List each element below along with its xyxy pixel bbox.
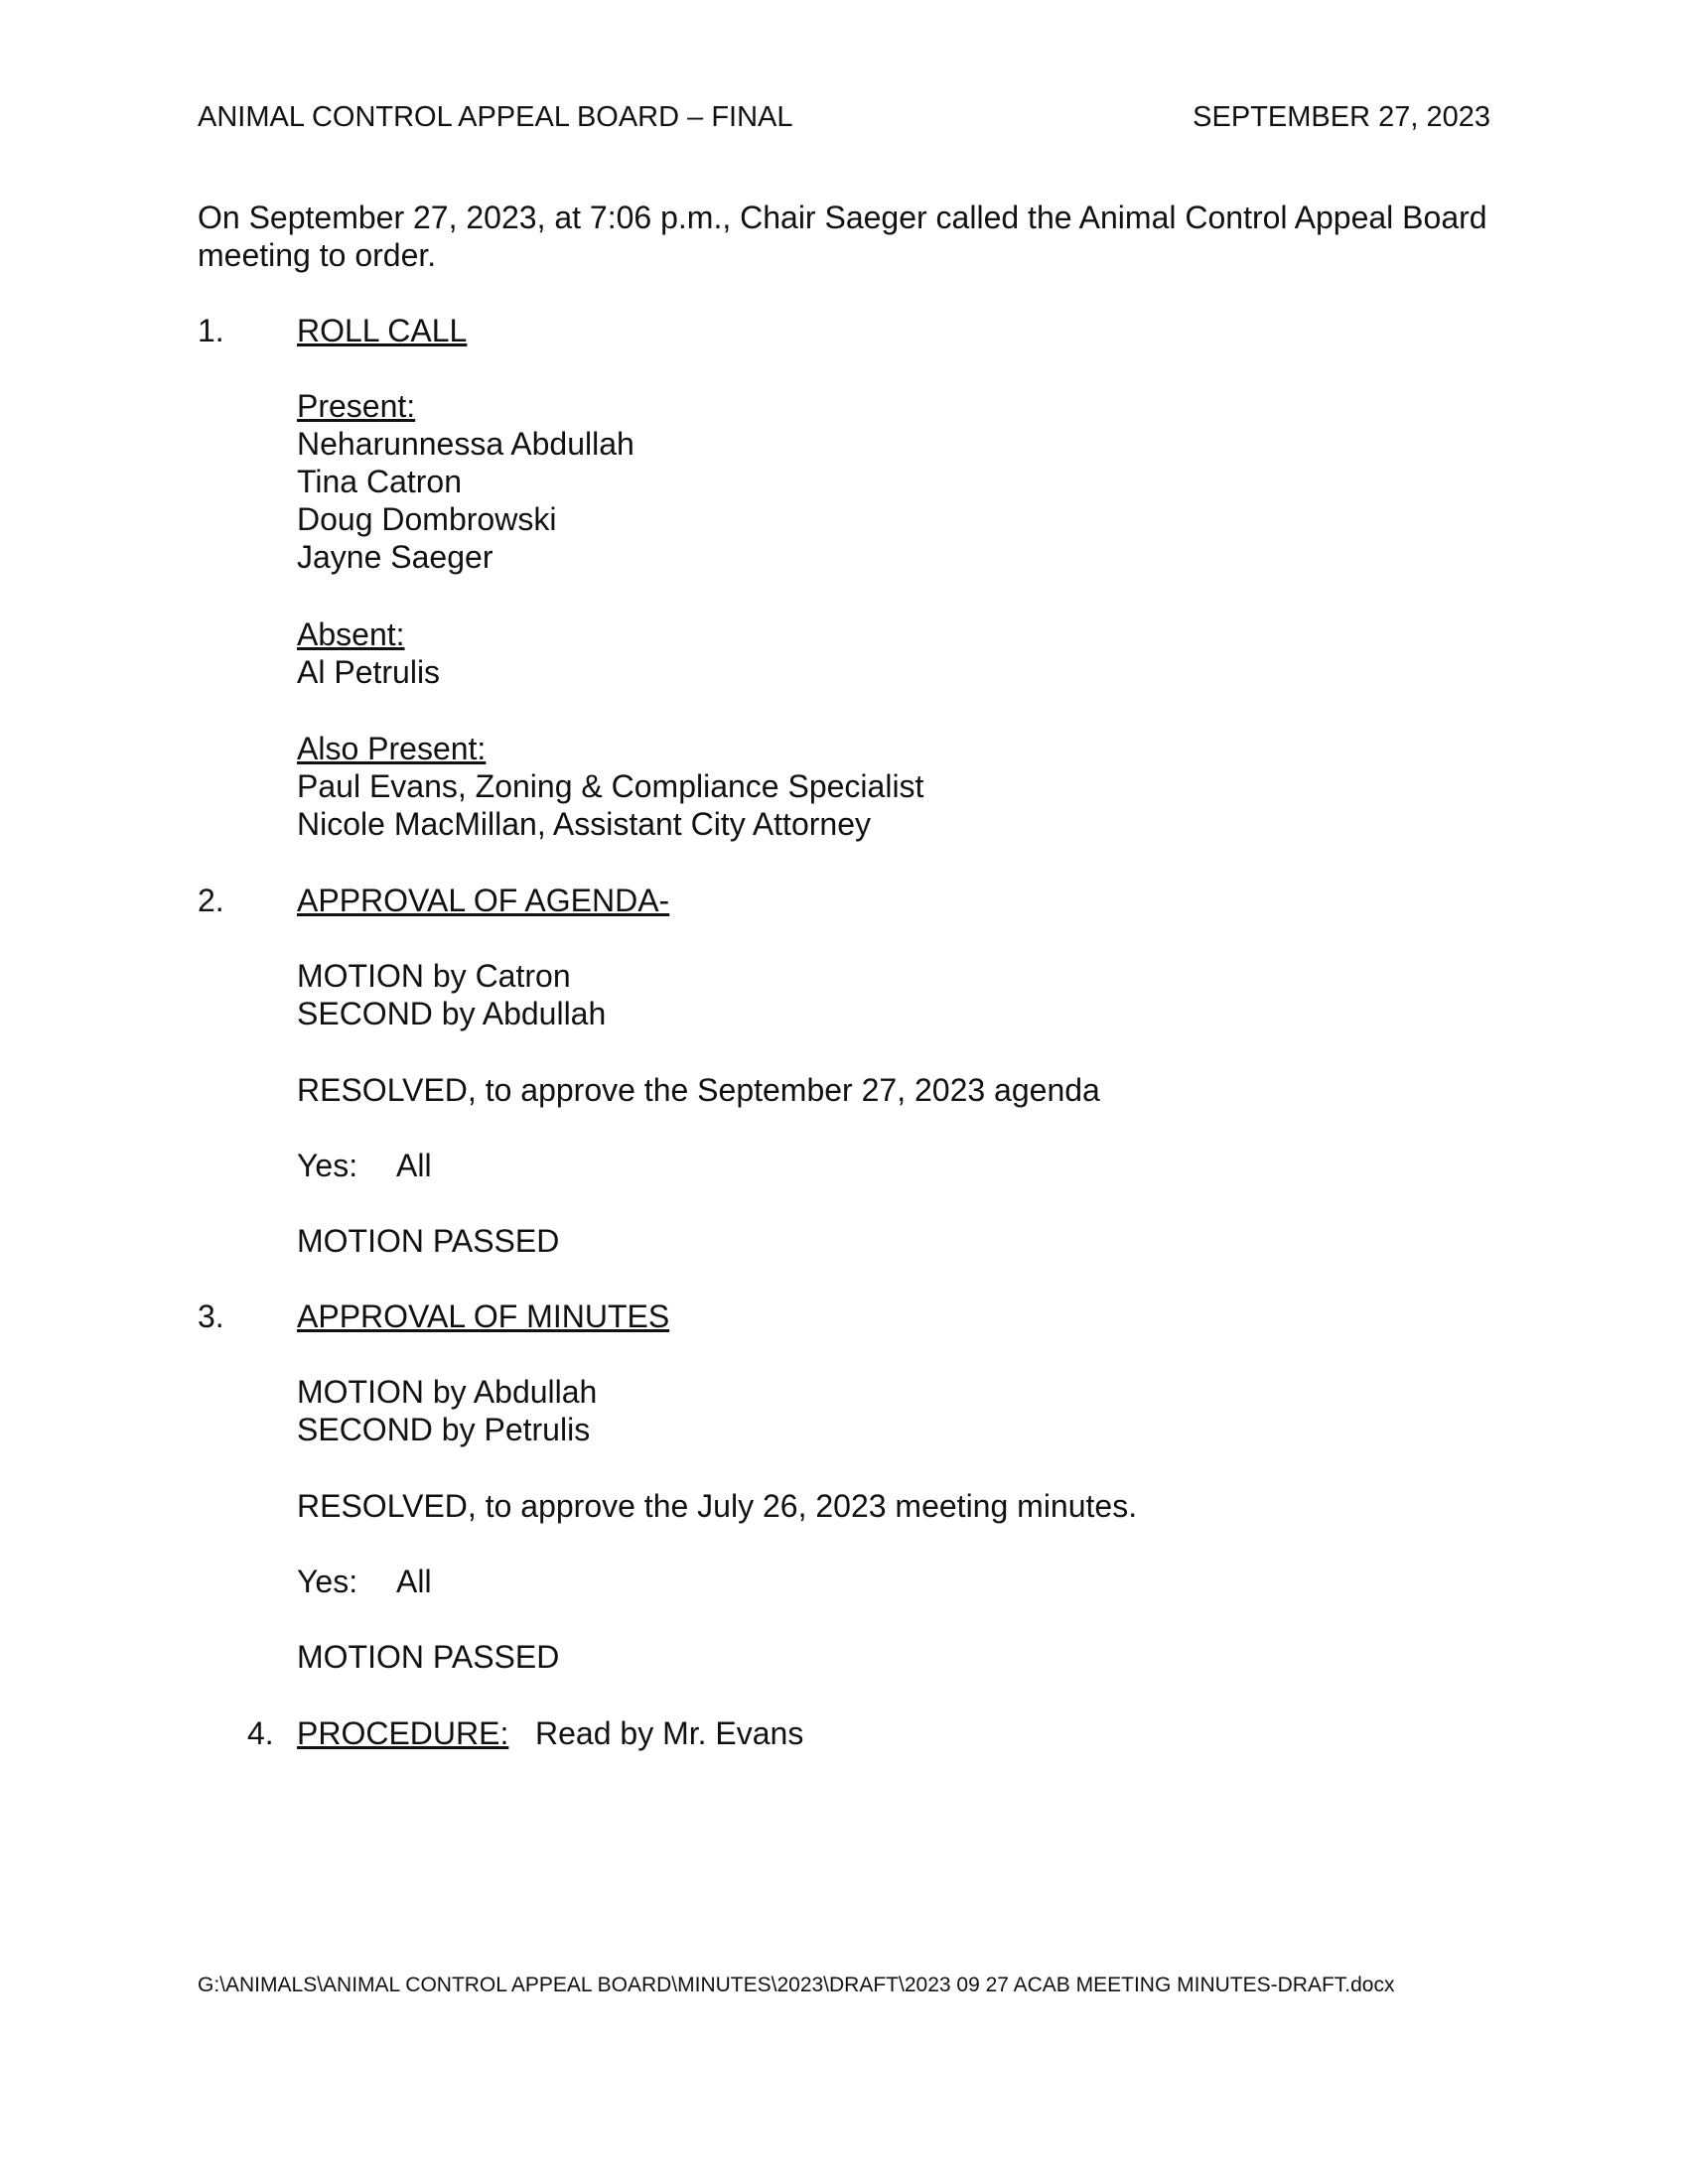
section-heading: ROLL CALL (297, 313, 468, 348)
present-member: Neharunnessa Abdullah (297, 426, 634, 462)
section-number: 3. (198, 1298, 224, 1334)
section-number: 2. (198, 883, 224, 918)
yes-value: All (396, 1564, 432, 1599)
absent-label: Absent: (297, 616, 405, 652)
minutes-motion (297, 1373, 597, 1448)
also-present-list (297, 730, 923, 843)
agenda-resolved: RESOLVED, to approve the September 27, 2023 agenda (297, 1072, 1100, 1108)
minutes-resolved: RESOLVED, to approve the July 26, 2023 meeting minutes. (297, 1488, 1138, 1524)
present-list (297, 387, 634, 576)
second-text: SECOND by Petrulis (297, 1412, 591, 1447)
absent-list (297, 615, 440, 691)
yes-label: Yes: (297, 1564, 358, 1599)
intro-line-2: meeting to order. (198, 237, 437, 273)
second-text: SECOND by Abdullah (297, 996, 607, 1031)
intro-paragraph (198, 199, 1488, 274)
present-member: Doug Dombrowski (297, 501, 557, 537)
motion-text: MOTION by Abdullah (297, 1374, 598, 1410)
footer-file-path: G:\ANIMALS\ANIMAL CONTROL APPEAL BOARD\MINUTES\2023\DRAFT\2023 09 27 ACAB MEETING MINUTES-DRAFT.docx (198, 1974, 1395, 1996)
minutes-vote (297, 1563, 432, 1600)
motion-text: MOTION by Catron (297, 958, 571, 994)
present-member: Jayne Saeger (297, 539, 493, 575)
also-present-member: Paul Evans, Zoning & Compliance Specialist (297, 768, 924, 804)
also-present-label: Also Present: (297, 731, 487, 766)
header-title: ANIMAL CONTROL APPEAL BOARD – FINAL (198, 101, 793, 133)
header-date: SEPTEMBER 27, 2023 (1193, 101, 1490, 133)
intro-line-1: On September 27, 2023, at 7:06 p.m., Chair Saeger called the Animal Control Appeal Board (198, 200, 1487, 235)
section-number: 1. (198, 313, 224, 348)
agenda-result: MOTION PASSED (297, 1223, 560, 1259)
present-member: Tina Catron (297, 464, 462, 499)
section-number: 4. (247, 1715, 274, 1751)
also-present-member: Nicole MacMillan, Assistant City Attorney (297, 806, 871, 842)
procedure-text: Read by Mr. Evans (535, 1715, 804, 1751)
page-header (198, 99, 1490, 135)
absent-member: Al Petrulis (297, 654, 441, 690)
agenda-motion (297, 957, 606, 1032)
section-heading: PROCEDURE: (297, 1715, 509, 1751)
agenda-vote (297, 1147, 432, 1184)
minutes-result: MOTION PASSED (297, 1639, 560, 1675)
yes-value: All (396, 1148, 432, 1183)
present-label: Present: (297, 388, 416, 424)
section-heading: APPROVAL OF AGENDA- (297, 883, 670, 918)
section-heading: APPROVAL OF MINUTES (297, 1298, 670, 1334)
yes-label: Yes: (297, 1148, 358, 1183)
